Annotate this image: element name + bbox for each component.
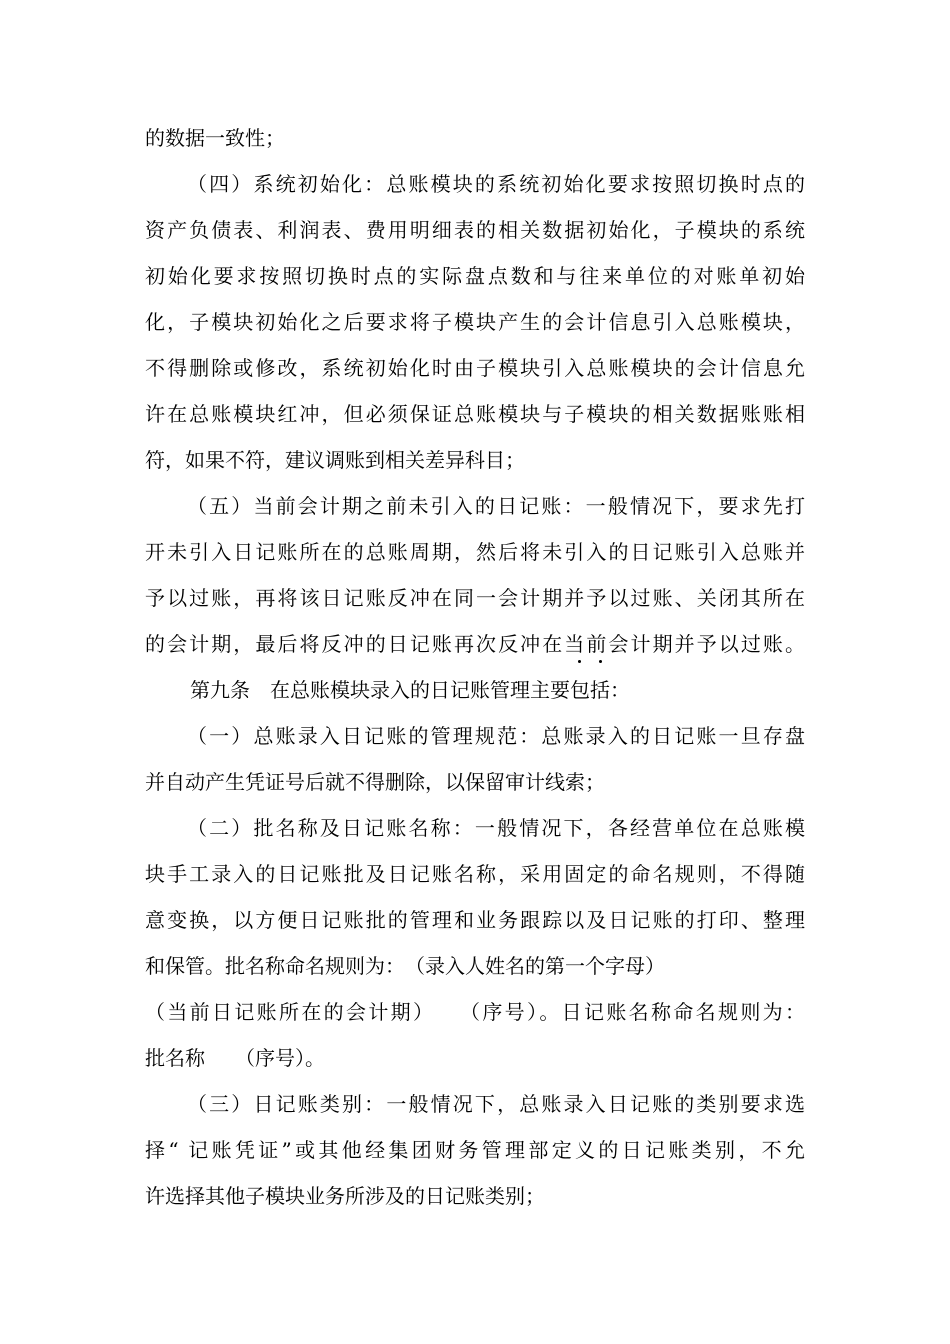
text-line: 许在总账模块红冲，但必须保证总账模块与子模块的相关数据账账相 xyxy=(145,402,805,426)
text-line: 许选择其他子模块业务所涉及的日记账类别； xyxy=(145,1184,545,1208)
text-line: 的会计期，最后将反冲的日记账再次反冲在当前会计期并予以过账。 xyxy=(145,632,805,656)
text-line: 符，如果不符，建议调账到相关差异科目； xyxy=(145,448,525,472)
text-line: 批名称 （序号）。 xyxy=(145,1046,325,1070)
text-line: 初始化要求按照切换时点的实际盘点数和与往来单位的对账单初始 xyxy=(145,264,805,288)
paragraph-line: （五）当前会计期之前未引入的日记账：一般情况下，要求先打 xyxy=(187,494,805,518)
text-line: 块手工录入的日记账批及日记账名称，采用固定的命名规则，不得随 xyxy=(145,862,805,886)
text-line: 不得删除或修改，系统初始化时由子模块引入总账模块的会计信息允 xyxy=(145,356,805,380)
text-line: 资产负债表、利润表、费用明细表的相关数据初始化，子模块的系统 xyxy=(145,218,805,242)
text-line: 予以过账，再将该日记账反冲在同一会计期并予以过账、关闭其所在 xyxy=(145,586,805,610)
paragraph-line: （三）日记账类别：一般情况下，总账录入日记账的类别要求选 xyxy=(187,1092,805,1116)
article-heading: 第九条 在总账模块录入的日记账管理主要包括： xyxy=(190,678,630,702)
paragraph-line: （一）总账录入日记账的管理规范：总账录入的日记账一旦存盘 xyxy=(187,724,805,748)
text-line: 化，子模块初始化之后要求将子模块产生的会计信息引入总账模块， xyxy=(145,310,805,334)
text-line: 择“ 记账凭证”或其他经集团财务管理部定义的日记账类别，不允 xyxy=(145,1138,805,1162)
paragraph-line: （四）系统初始化：总账模块的系统初始化要求按照切换时点的 xyxy=(187,172,805,196)
text-line: 的数据一致性； xyxy=(145,126,285,150)
emphasis-dot xyxy=(599,660,602,663)
text-line: 和保管。批名称命名规则为： （录入人姓名的第一个字母） xyxy=(145,954,665,978)
text-line: 并自动产生凭证号后就不得删除，以保留审计线索； xyxy=(145,770,605,794)
emphasis-dot xyxy=(578,660,581,663)
text-line: 开未引入日记账所在的总账周期，然后将未引入的日记账引入总账并 xyxy=(145,540,805,564)
text-line: 意变换，以方便日记账批的管理和业务跟踪以及日记账的打印、整理 xyxy=(145,908,805,932)
text-line: （当前日记账所在的会计期） （序号）。日记账名称命名规则为： xyxy=(145,1000,805,1024)
paragraph-line: （二）批名称及日记账名称：一般情况下，各经营单位在总账模 xyxy=(187,816,805,840)
